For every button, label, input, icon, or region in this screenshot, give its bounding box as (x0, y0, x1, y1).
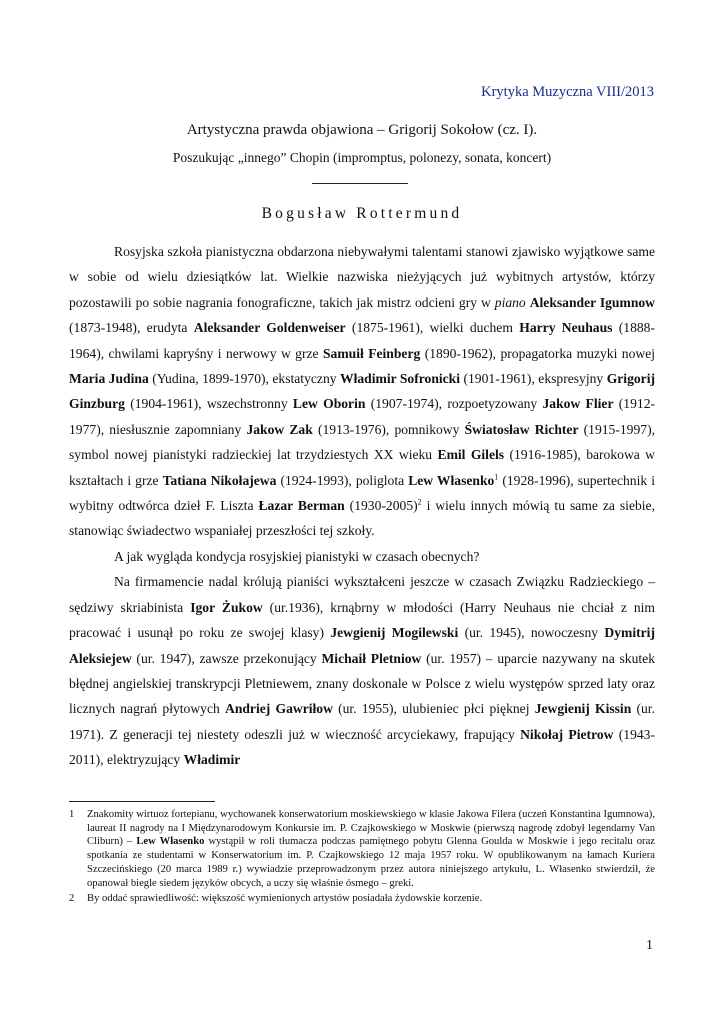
text-run: (1913-1976), pomnikowy (312, 421, 465, 437)
text-run: (1907-1974), rozpoetyzowany (365, 396, 543, 412)
italic-term: piano (494, 294, 526, 310)
title-divider (312, 183, 408, 184)
text-run: (1904-1961), wszechstronny (124, 396, 293, 412)
artist-name: Grigorij Ginzburg (69, 371, 656, 412)
artist-name: Aleksander Goldenweiser (193, 320, 346, 336)
text-run: (1924-1993), poliglota (276, 472, 409, 488)
text-run: Rosyjska szkoła pianistyczna obdarzona niebywałymi talentami stanowi zjawisko wyjątkowe same w sobie od wielu dziesiątków lat. Wielkie nazwiska nieżyjących już wybitnych artystów, którzy pozostawili po sobie nagrania fonograficzne, takich jak mistrz odcieni gry w (69, 244, 655, 310)
artist-name: Aleksander Igumnow (529, 294, 655, 310)
footnote-ref[interactable]: 1 (494, 472, 499, 482)
artist-name: Andriej Gawriłow (225, 701, 333, 717)
text-run: Na firmamencie nadal królują pianiści wykształceni jeszcze w czasach Związku Radzieckiego – sędziwy skriabinista (69, 574, 655, 615)
artist-name: Łazar Berman (258, 498, 345, 514)
footnote-2 (69, 892, 655, 906)
text-run: (1890-1962), propagatorka muzyki nowej (420, 345, 655, 361)
text-run: (1888-1964), chwilami kapryśny i nerwowy w grze (69, 320, 655, 361)
text-run: (ur. 1971). Z generacji tej niestety odeszli już w wieczność arcyciekawy, frapujący (69, 701, 655, 742)
journal-header: Krytyka Muzyczna VIII/2013 (481, 84, 654, 100)
text-run: (ur. 1945), nowoczesny (458, 625, 605, 641)
text-run: Znakomity wirtuoz fortepianu, wychowanek konserwatorium moskiewskiego w klasie Jakowa Filera (uczeń Konstantina Igumnowa), laureat II nagrody na I Międzynarodowym Konkursie im. P. Czajkowskiego w Moskwie (pierwszą nagrodę zdobył legendarny Van Cliburn) – (87, 809, 655, 848)
text-run: (ur.1936), krnąbrny w młodości (Harry Neuhaus nie chciał z nim pracować i usunął po roku ze swojej klasy) (69, 599, 656, 641)
article-body (69, 239, 655, 773)
paragraph-2 (69, 544, 655, 569)
artist-name: Emil Gilels (437, 447, 505, 463)
artist-name: Samuił Feinberg (322, 345, 421, 361)
text-run: (1915-1997), symbol nowej pianistyki radzieckiej lat trzydziestych XX wieku (69, 421, 655, 463)
artist-name: Igor Żukow (190, 599, 263, 615)
artist-name: Dymitrij Aleksiejew (69, 625, 655, 666)
text-run: (ur. 1947), zawsze przekonujący (131, 650, 322, 666)
text-run: (ur. 1955), ulubieniec płci pięknej (332, 701, 535, 717)
artist-name: Światosław Richter (464, 421, 579, 437)
artist-name: Jewgienij Mogilewski (330, 625, 459, 641)
text-run: (Yudina, 1899-1970), ekstatyczny (148, 371, 340, 387)
text-run: (1901-1961), ekspresyjny (460, 371, 607, 387)
text-run: i wielu innych mówią tu same za siebie, stanowiąc świadectwo wspaniałej przeszłości tej szkoły. (69, 498, 655, 539)
artist-name: Lew Własenko (408, 472, 495, 488)
footnote-ref[interactable]: 2 (417, 497, 422, 507)
artist-name: Nikołaj Pietrow (520, 726, 614, 742)
artist-name: Lew Własenko (136, 836, 205, 848)
article-title: Artystyczna prawda objawiona – Grigorij Sokołow (cz. I). (186, 122, 538, 138)
footnote-number: 1 (69, 809, 75, 820)
artist-name: Tatiana Nikołajewa (162, 472, 277, 488)
text-run: (ur. 1957) – uparcie nazywany na skutek błędnej angielskiej transkrypcji Pletniewem, znany doskonale w Polsce z wielu występów sprzed laty oraz licznych nagrań płytowych (69, 650, 655, 717)
artist-name: Jakow Flier (542, 396, 614, 412)
text-run: (1875-1961), wielki duchem (345, 320, 520, 336)
text-run: (1912-1977), niesłusznie zapomniany (69, 396, 656, 437)
text-run: A jak wygląda kondycja rosyjskiej pianistyki w czasach obecnych? (114, 548, 480, 564)
text-run: (1916-1985), barokowa w kształtach i grze (69, 447, 655, 488)
artist-name: Harry Neuhaus (519, 320, 613, 336)
text-run: (1943-2011), elektryzujący (69, 726, 655, 768)
footnote-number: 2 (69, 893, 75, 905)
artist-name: Jewgienij Kissin (534, 701, 632, 717)
text-run: wystąpił w roli tłumacza podczas pamiętnego pobytu Glenna Goulda w Moskwie i jego recitalu oraz spotkania ze studentami w Konserwatorium im. P. Czajkowskiego 12 maja 1957 roku. W opublikowanym na łamach Kuriera Szczecińskiego (20 marca 1989 r.) wywiadzie przeprowadzonym przez autora niniejszego artykułu, L. Własenko stwierdził, że opanował biegle siedem języków obcych, a uczy się właśnie ósmego – greki. (87, 836, 655, 889)
artist-name: Michaił Pletniow (321, 650, 422, 666)
text-run: (1928-1996), supertechnik i wybitny odtwórca dzieł F. Liszta (69, 472, 655, 514)
paragraph-1 (69, 239, 655, 544)
text-run: (1930-2005) (344, 498, 418, 514)
text-run: (1873-1948), erudyta (69, 320, 194, 336)
artist-name: Władimir (183, 752, 241, 768)
text-run: By oddać sprawiedliwość: większość wymienionych artystów posiadała żydowskie korzenie. (87, 893, 483, 905)
article-author: Bogusław Rottermund (261, 205, 463, 222)
footnotes (69, 808, 655, 906)
footnote-1 (69, 808, 655, 890)
page-number: 1 (646, 938, 653, 953)
artist-name: Lew Oborin (292, 396, 366, 412)
article-subtitle: Poszukując „innego” Chopin (impromptus, polonezy, sonata, koncert) (172, 150, 552, 165)
paragraph-3 (69, 569, 655, 772)
artist-name: Władimir Sofronicki (340, 371, 461, 387)
footnote-divider (69, 801, 215, 802)
artist-name: Jakow Zak (246, 421, 313, 437)
artist-name: Maria Judina (69, 371, 149, 387)
